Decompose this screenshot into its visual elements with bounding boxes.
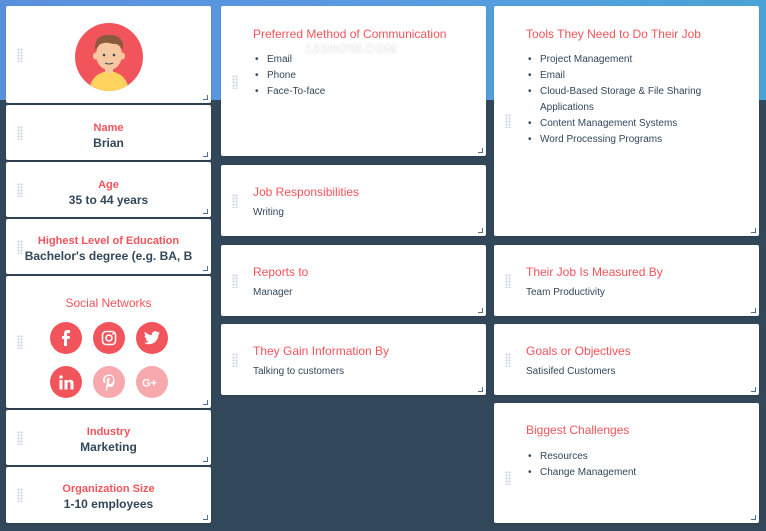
resize-handle-icon[interactable]: [203, 515, 208, 520]
google-plus-icon[interactable]: [136, 366, 168, 398]
field-label: Highest Level of Education: [37, 235, 180, 247]
card-title: Biggest Challenges: [526, 423, 630, 437]
card-title: Goals or Objectives: [526, 344, 631, 358]
pinterest-icon[interactable]: [93, 366, 125, 398]
resize-handle-icon[interactable]: [478, 308, 483, 313]
card-tools[interactable]: [494, 6, 759, 236]
card-goals[interactable]: [494, 324, 759, 395]
resize-handle-icon[interactable]: [751, 387, 756, 392]
drag-handle-icon[interactable]: [17, 335, 23, 349]
resize-handle-icon[interactable]: [203, 152, 208, 157]
svg-text:G+: G+: [142, 377, 157, 388]
card-text: Satisifed Customers: [526, 366, 616, 377]
resize-handle-icon[interactable]: [751, 515, 756, 520]
drag-handle-icon[interactable]: [17, 48, 23, 62]
card-communication[interactable]: [221, 6, 486, 156]
resize-handle-icon[interactable]: [203, 457, 208, 462]
list-item: • Email: [267, 52, 325, 68]
card-gain-information[interactable]: [221, 324, 486, 395]
person-illustration-icon: [75, 23, 143, 91]
facebook-icon[interactable]: [50, 322, 82, 354]
field-label: Name: [93, 122, 124, 134]
drag-handle-icon[interactable]: [232, 75, 238, 89]
card-text: Writing: [253, 207, 284, 218]
twitter-icon[interactable]: [136, 322, 168, 354]
linkedin-icon[interactable]: [50, 366, 82, 398]
field-organization-size[interactable]: [6, 467, 211, 523]
resize-handle-icon[interactable]: [751, 228, 756, 233]
list-item: • Project Management: [540, 52, 701, 68]
card-title: Preferred Method of Communication: [253, 27, 447, 41]
resize-handle-icon[interactable]: [751, 308, 756, 313]
avatar: [75, 23, 143, 91]
resize-handle-icon[interactable]: [203, 266, 208, 271]
instagram-icon[interactable]: [93, 322, 125, 354]
drag-handle-icon[interactable]: [505, 114, 511, 128]
card-text: Manager: [253, 287, 293, 298]
list-item: • Email: [540, 68, 701, 84]
list-item-continued: Applications: [540, 102, 594, 113]
card-title: Reports to: [253, 265, 309, 279]
card-title: Job Responsibilities: [253, 185, 360, 199]
drag-handle-icon[interactable]: [232, 353, 238, 367]
list-item: • Face-To-face: [267, 84, 325, 100]
communication-list: [267, 52, 325, 100]
resize-handle-icon[interactable]: [203, 95, 208, 100]
resize-handle-icon[interactable]: [478, 148, 483, 153]
watermark: 123HOW.COM: [305, 41, 397, 56]
field-industry[interactable]: [6, 410, 211, 465]
field-education[interactable]: [6, 219, 211, 274]
drag-handle-icon[interactable]: [232, 194, 238, 208]
drag-handle-icon[interactable]: [232, 274, 238, 288]
field-label: Industry: [86, 426, 131, 438]
drag-handle-icon[interactable]: [505, 353, 511, 367]
list-item: • Phone: [267, 68, 325, 84]
resize-handle-icon[interactable]: [478, 228, 483, 233]
challenges-list: [540, 449, 636, 481]
field-social-networks[interactable]: [6, 276, 211, 408]
list-item: • Word Processing Programs: [540, 132, 701, 148]
field-label: Age: [98, 179, 119, 191]
drag-handle-icon[interactable]: [505, 274, 511, 288]
card-biggest-challenges[interactable]: [494, 403, 759, 523]
card-text: Talking to customers: [253, 366, 345, 377]
field-label: Organization Size: [62, 483, 155, 495]
field-name[interactable]: [6, 105, 211, 160]
list-item: • Change Management: [540, 465, 636, 481]
list-item: • Content Management Systems: [540, 116, 701, 132]
card-title: Their Job Is Measured By: [526, 265, 663, 279]
resize-handle-icon[interactable]: [203, 400, 208, 405]
field-value: 35 to 44 years: [68, 193, 149, 207]
resize-handle-icon[interactable]: [203, 209, 208, 214]
field-value: Marketing: [80, 440, 137, 454]
card-job-responsibilities[interactable]: [221, 165, 486, 236]
card-reports-to[interactable]: [221, 245, 486, 316]
tools-list: [540, 52, 701, 148]
field-value: Bachelor's degree (e.g. BA, B: [24, 249, 193, 263]
field-value: Brian: [93, 136, 124, 150]
list-item: • Resources: [540, 449, 636, 465]
card-title: Tools They Need to Do Their Job: [526, 27, 701, 41]
field-value: 1-10 employees: [63, 497, 154, 511]
field-age[interactable]: [6, 162, 211, 217]
list-item: • Cloud-Based Storage & File Sharing: [540, 84, 701, 100]
card-measured-by[interactable]: [494, 245, 759, 316]
card-title: They Gain Information By: [253, 344, 390, 358]
resize-handle-icon[interactable]: [478, 387, 483, 392]
field-label: Social Networks: [65, 296, 152, 310]
card-text: Team Productivity: [526, 287, 605, 298]
avatar-card[interactable]: [6, 6, 211, 103]
drag-handle-icon[interactable]: [505, 471, 511, 485]
